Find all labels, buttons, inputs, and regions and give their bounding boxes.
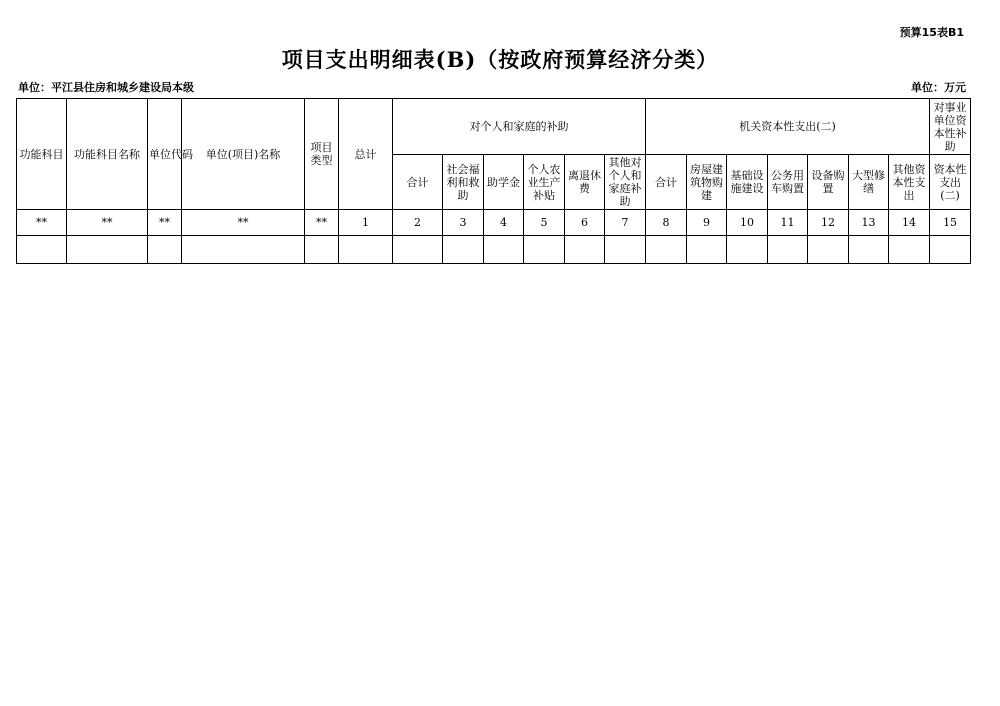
data-cell bbox=[565, 236, 605, 264]
subheader-cell: 大型修缮 bbox=[849, 155, 889, 210]
data-cell bbox=[182, 236, 305, 264]
currency-unit: 单位：万元 bbox=[911, 81, 966, 94]
subheader-cell: 房屋建筑物购建 bbox=[687, 155, 727, 210]
marker-cell: 8 bbox=[646, 210, 687, 236]
subheader-cell: 其他对个人和家庭补助 bbox=[605, 155, 646, 210]
header-unit-project-name: 单位(项目)名称 bbox=[182, 99, 305, 210]
data-cell bbox=[393, 236, 443, 264]
marker-cell: ** bbox=[148, 210, 182, 236]
header-group-personal: 对个人和家庭的补助 bbox=[393, 99, 646, 155]
subheader-cell: 基础设施建设 bbox=[727, 155, 768, 210]
marker-cell: ** bbox=[67, 210, 148, 236]
marker-cell: ** bbox=[305, 210, 339, 236]
header-project-type: 项目类型 bbox=[305, 99, 339, 210]
unit-name: 单位：平江县住房和城乡建设局本级 bbox=[18, 81, 194, 94]
header-group-capital: 机关资本性支出(二) bbox=[646, 99, 930, 155]
data-cell bbox=[727, 236, 768, 264]
expenditure-table bbox=[16, 98, 971, 264]
header-total: 总计 bbox=[339, 99, 393, 210]
marker-cell: 15 bbox=[930, 210, 971, 236]
data-cell bbox=[687, 236, 727, 264]
marker-cell: 2 bbox=[393, 210, 443, 236]
data-cell bbox=[930, 236, 971, 264]
data-cell bbox=[524, 236, 565, 264]
subheader-cell: 助学金 bbox=[484, 155, 524, 210]
header-function-subject: 功能科目 bbox=[17, 99, 67, 210]
subheader-cell: 个人农业生产补贴 bbox=[524, 155, 565, 210]
data-cell bbox=[443, 236, 484, 264]
data-cell bbox=[67, 236, 148, 264]
table-code: 预算15表B1 bbox=[899, 26, 964, 39]
header-group-capital-subsidy: 对事业单位资本性补助 bbox=[930, 99, 971, 155]
marker-row bbox=[17, 210, 971, 236]
subheader-cell: 合计 bbox=[393, 155, 443, 210]
data-cell bbox=[339, 236, 393, 264]
marker-cell: 4 bbox=[484, 210, 524, 236]
data-cell bbox=[849, 236, 889, 264]
subheader-cell: 离退休费 bbox=[565, 155, 605, 210]
subheader-cell: 合计 bbox=[646, 155, 687, 210]
empty-data-row bbox=[17, 236, 971, 264]
marker-cell: 7 bbox=[605, 210, 646, 236]
data-cell bbox=[484, 236, 524, 264]
marker-cell: 9 bbox=[687, 210, 727, 236]
header-function-subject-name: 功能科目名称 bbox=[67, 99, 148, 210]
marker-cell: ** bbox=[17, 210, 67, 236]
data-cell bbox=[768, 236, 808, 264]
header-unit-code: 单位代码 bbox=[148, 99, 182, 210]
marker-cell: 5 bbox=[524, 210, 565, 236]
data-cell bbox=[889, 236, 930, 264]
marker-cell: 10 bbox=[727, 210, 768, 236]
marker-cell: 14 bbox=[889, 210, 930, 236]
marker-cell: 11 bbox=[768, 210, 808, 236]
subheader-cell: 设备购置 bbox=[808, 155, 849, 210]
marker-cell: ** bbox=[182, 210, 305, 236]
data-cell bbox=[646, 236, 687, 264]
subheader-cell: 其他资本性支出 bbox=[889, 155, 930, 210]
marker-cell: 1 bbox=[339, 210, 393, 236]
page-title: 项目支出明细表(B)（按政府预算经济分类） bbox=[281, 47, 719, 72]
marker-cell: 12 bbox=[808, 210, 849, 236]
data-cell bbox=[148, 236, 182, 264]
data-cell bbox=[17, 236, 67, 264]
data-cell bbox=[808, 236, 849, 264]
data-cell bbox=[305, 236, 339, 264]
subheader-cell: 社会福利和救助 bbox=[443, 155, 484, 210]
subheader-cell: 资本性支出(二) bbox=[930, 155, 971, 210]
data-cell bbox=[605, 236, 646, 264]
subheader-cell: 公务用车购置 bbox=[768, 155, 808, 210]
marker-cell: 3 bbox=[443, 210, 484, 236]
marker-cell: 13 bbox=[849, 210, 889, 236]
header-row-1 bbox=[17, 99, 971, 155]
marker-cell: 6 bbox=[565, 210, 605, 236]
